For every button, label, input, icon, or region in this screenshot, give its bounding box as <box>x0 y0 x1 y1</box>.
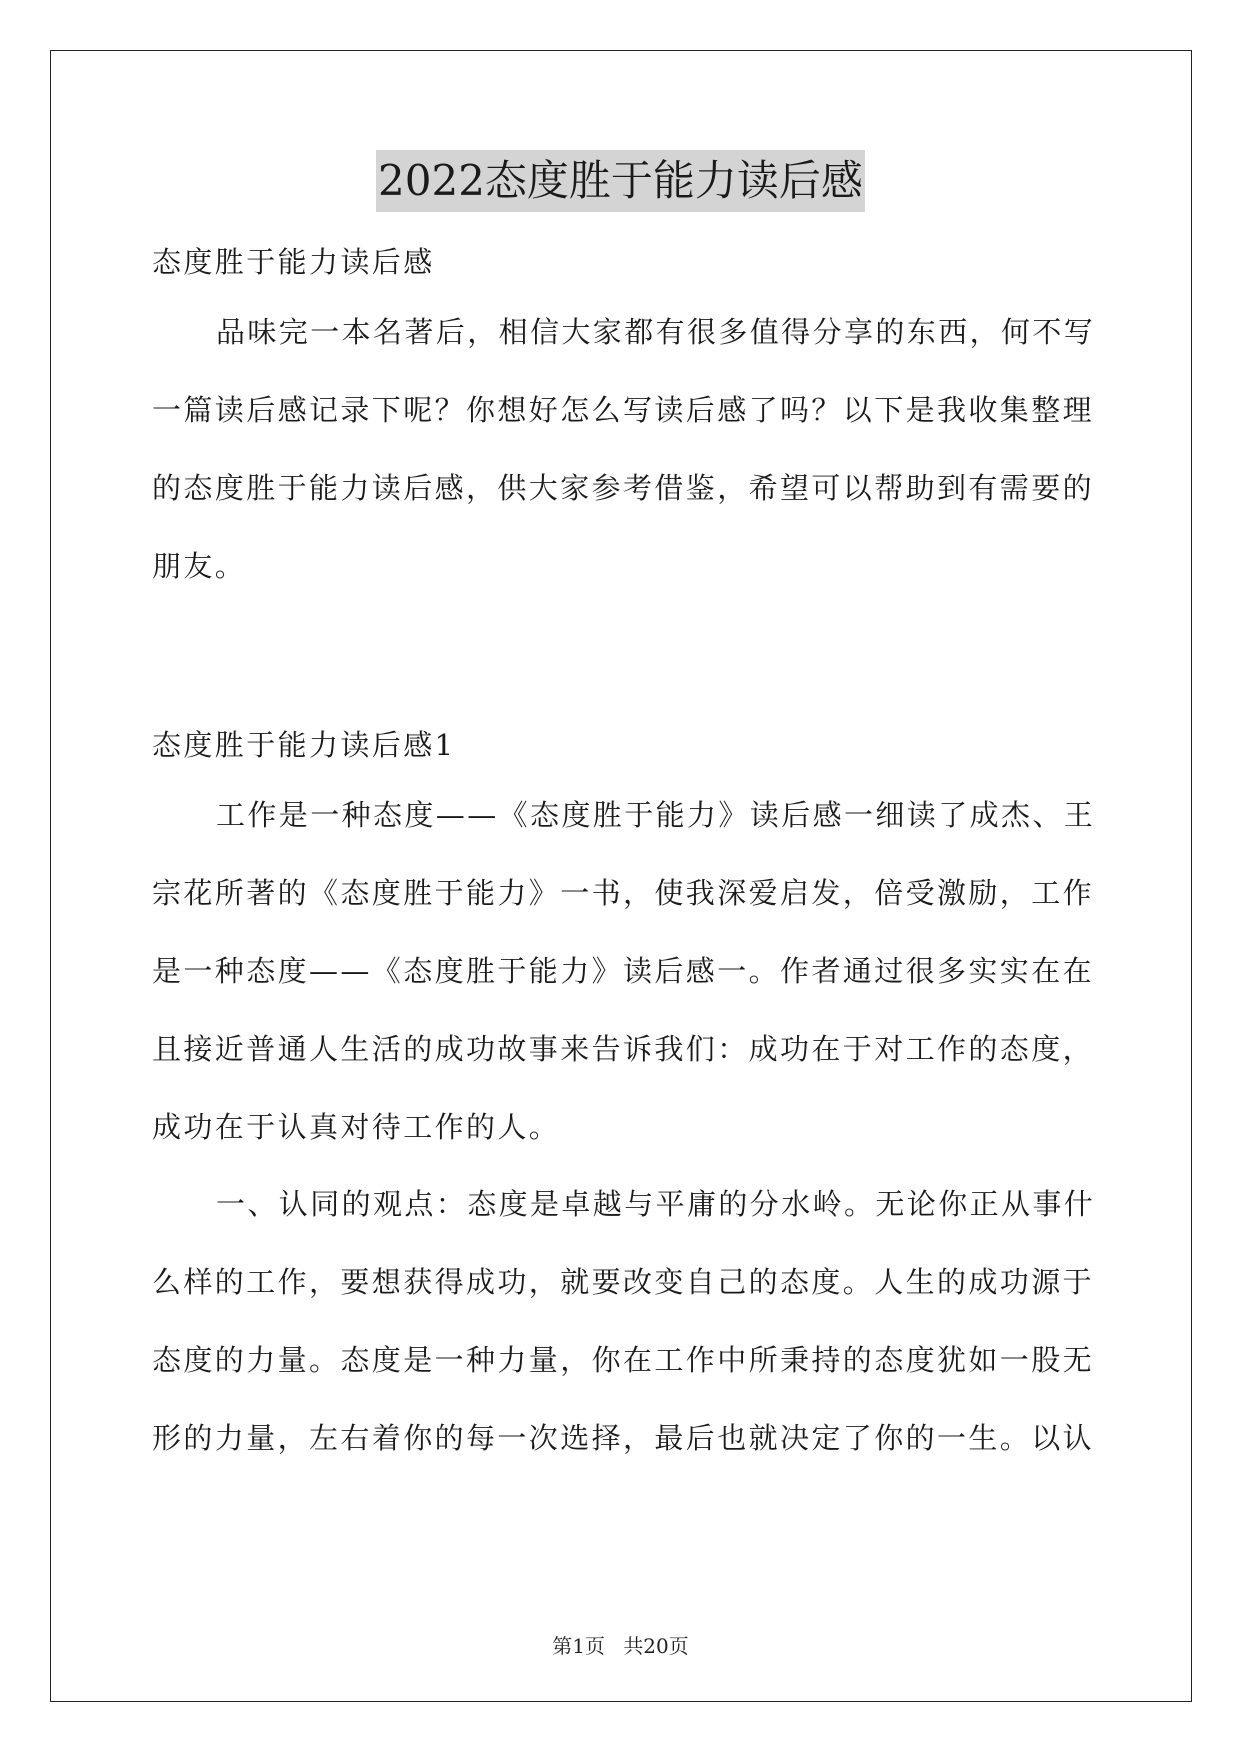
title-container <box>0 150 1241 212</box>
page-total: 共20页 <box>623 1634 689 1658</box>
paragraph-line: 是一种态度——《态度胜于能力》读后感一。作者通过很多实实在在 <box>152 954 1095 988</box>
section-heading <box>152 706 1092 784</box>
paragraph-line: 且接近普通人生活的成功故事来告诉我们：成功在于对工作的态度， <box>152 1032 1095 1066</box>
paragraph-line: 品味完一本名著后，相信大家都有很多值得分享的东西，何不写 <box>216 315 1096 349</box>
paragraph-line: 的态度胜于能力读后感，供大家参考借鉴，希望可以帮助到有需要的 <box>152 471 1095 505</box>
paragraph-line: 态度的力量。态度是一种力量，你在工作中所秉持的态度犹如一股无 <box>152 1343 1095 1377</box>
paragraph-line: 形的力量，左右着你的每一次选择，最后也就决定了你的一生。以认 <box>152 1421 1095 1455</box>
paragraph-line: 朋友。 <box>152 549 247 583</box>
body-paragraph-1 <box>152 776 1096 1166</box>
heading-part-1: 态度胜于能力读后感1 <box>152 728 456 762</box>
paragraph-line: 么样的工作，要想获得成功，就要改变自己的态度。人生的成功源于 <box>152 1265 1095 1299</box>
paragraph-line: 一、认同的观点：态度是卓越与平庸的分水岭。无论你正从事什 <box>216 1187 1096 1221</box>
paragraph-line: 宗花所著的《态度胜于能力》一书，使我深爱启发，倍受激励，工作 <box>152 876 1095 910</box>
intro-paragraph <box>152 293 1096 605</box>
paragraph-line: 一篇读后感记录下呢？你想好怎么写读后感了吗？以下是我收集整理 <box>152 393 1095 427</box>
page-number: 第1页 <box>552 1634 605 1658</box>
paragraph-line: 成功在于认真对待工作的人。 <box>152 1110 561 1144</box>
document-title: 2022态度胜于能力读后感 <box>376 150 865 212</box>
body-paragraph-2 <box>152 1165 1096 1477</box>
section-heading <box>152 223 1092 301</box>
page-footer <box>0 1630 1241 1659</box>
heading-intro: 态度胜于能力读后感 <box>152 245 435 279</box>
paragraph-line: 工作是一种态度——《态度胜于能力》读后感一细读了成杰、王 <box>216 798 1096 832</box>
